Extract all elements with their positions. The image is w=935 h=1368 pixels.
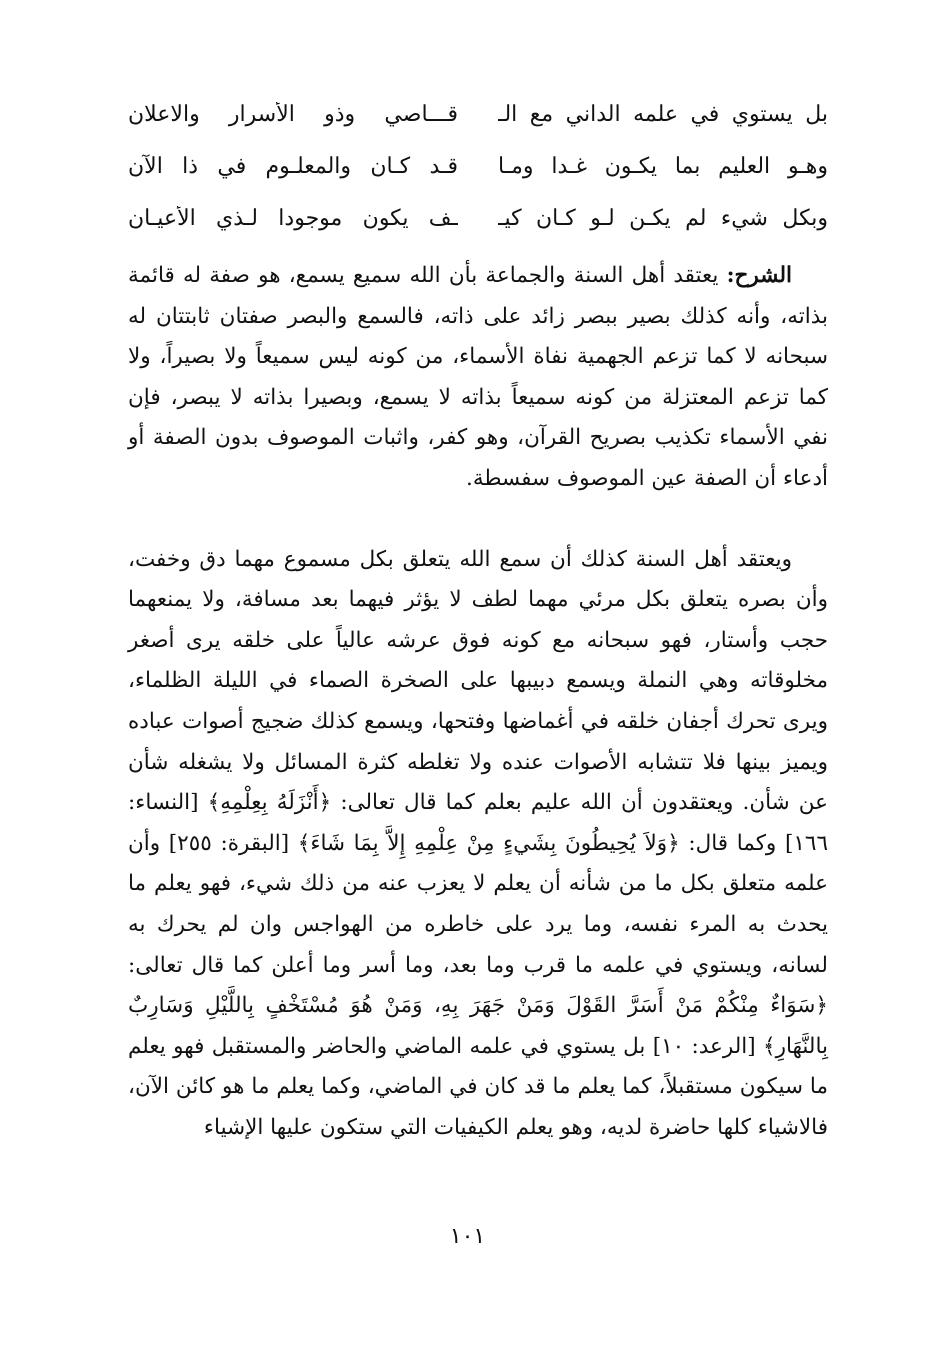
poem-line [128, 192, 828, 244]
body-text [128, 256, 828, 1148]
poem-block [128, 88, 828, 244]
poem-hemistich-first: بل يستوي في علمه الداني مع الـ [498, 101, 828, 127]
commentary-heading: الشرح: [726, 263, 792, 288]
poem-line [128, 88, 828, 140]
commentary-paragraph [128, 256, 828, 500]
poem-hemistich-second: قـد كـان والمعلـوم في ذا الآن [128, 153, 458, 179]
poem-hemistich-second: ـف يكون موجودا لـذي الأعيـان [128, 205, 458, 231]
page-number: ١٠١ [449, 1224, 486, 1249]
poem-hemistich-first: وبكل شيء لم يكـن لـو كـان كيـ [498, 205, 828, 231]
poem-hemistich-first: وهـو العليم بما يكـون غـدا ومـا [498, 153, 828, 179]
second-paragraph: ويعتقد أهل السنة كذلك أن سمع الله يتعلق بكل مسموع مهما دق وخفت، وأن بصره يتعلق بكل مرئي مهما لطف لا يؤثر فيهما بعد مسافة، ولا يمنعهما حجب وأستار، فهو سبحانه مع كونه فوق عرشه عالياً على خلقه يرى أصغر مخلوقاته وهي النملة ويسمع دبيبها على الصخرة الصماء في الليلة الظلماء، ويرى تحرك أجفان خلقه في أغماضها وفتحها، ويسمع كذلك ضجيج أصوات عباده ويميز بينها فلا تتشابه الأصوات عنده ولا تغلطه كثرة المسائل ولا يشغله شأن عن شأن. ويعتقدون أن الله عليم بعلم كما قال تعالى: ﴿أَنْزَلَهُ بِعِلْمِهِ﴾ [النساء: ١٦٦] وكما قال: ﴿وَلاَ يُحِيطُونَ بِشَيءٍ مِنْ عِلْمِهِ إِلاَّ بِمَا شَاءَ﴾ [البقرة: ٢٥٥] وأن علمه متعلق بكل ما من شأنه أن يعلم لا يعزب عنه من ذلك شيء، فهو يعلم ما يحدث به المرء نفسه، وما يرد على خاطره من الهواجس وان لم يحرك به لسانه، ويستوي في علمه ما قرب وما بعد، وما أسر وما أعلن كما قال تعالى: ﴿سَوَاءٌ مِنْكُمْ مَنْ أَسَرَّ القَوْلَ وَمَنْ جَهَرَ بِهِ، وَمَنْ هُوَ مُسْتَخْفٍ بِاللَّيْلِ وَسَارِبٌ بِالنَّهَارِ﴾ [الرعد: ١٠] بل يستوي في علمه الماضي والحاضر والمستقبل فهو يعلم ما سيكون مستقبلاً، كما يعلم ما قد كان في الماضي، وكما يعلم ما هو كائن الآن، فالاشياء كلها حاضرة لديه، وهو يعلم الكيفيات التي ستكون عليها الإشياء [128, 546, 828, 1140]
commentary-text: يعتقد أهل السنة والجماعة بأن الله سميع يسمع، هو صفة له قائمة بذاته، وأنه كذلك بصير ببصر زائد على ذاته، فالسمع والبصر صفتان ثابتتان له سبحانه لا كما تزعم الجهمية نفاة الأسماء، من كونه ليس سميعاً ولا بصيراً، ولا كما تزعم المعتزلة من كونه سميعاً بذاته لا يسمع، وبصيرا بذاته لا يبصر، فإن نفي الأسماء تكذيب بصريح القرآن، وهو كفر، واثبات الموصوف بدون الصفة أو أدعاء أن الصفة عين الموصوف سفسطة. [128, 263, 828, 491]
poem-line [128, 140, 828, 192]
poem-hemistich-second: قـــاصي وذو الأسرار والاعلان [128, 101, 458, 127]
